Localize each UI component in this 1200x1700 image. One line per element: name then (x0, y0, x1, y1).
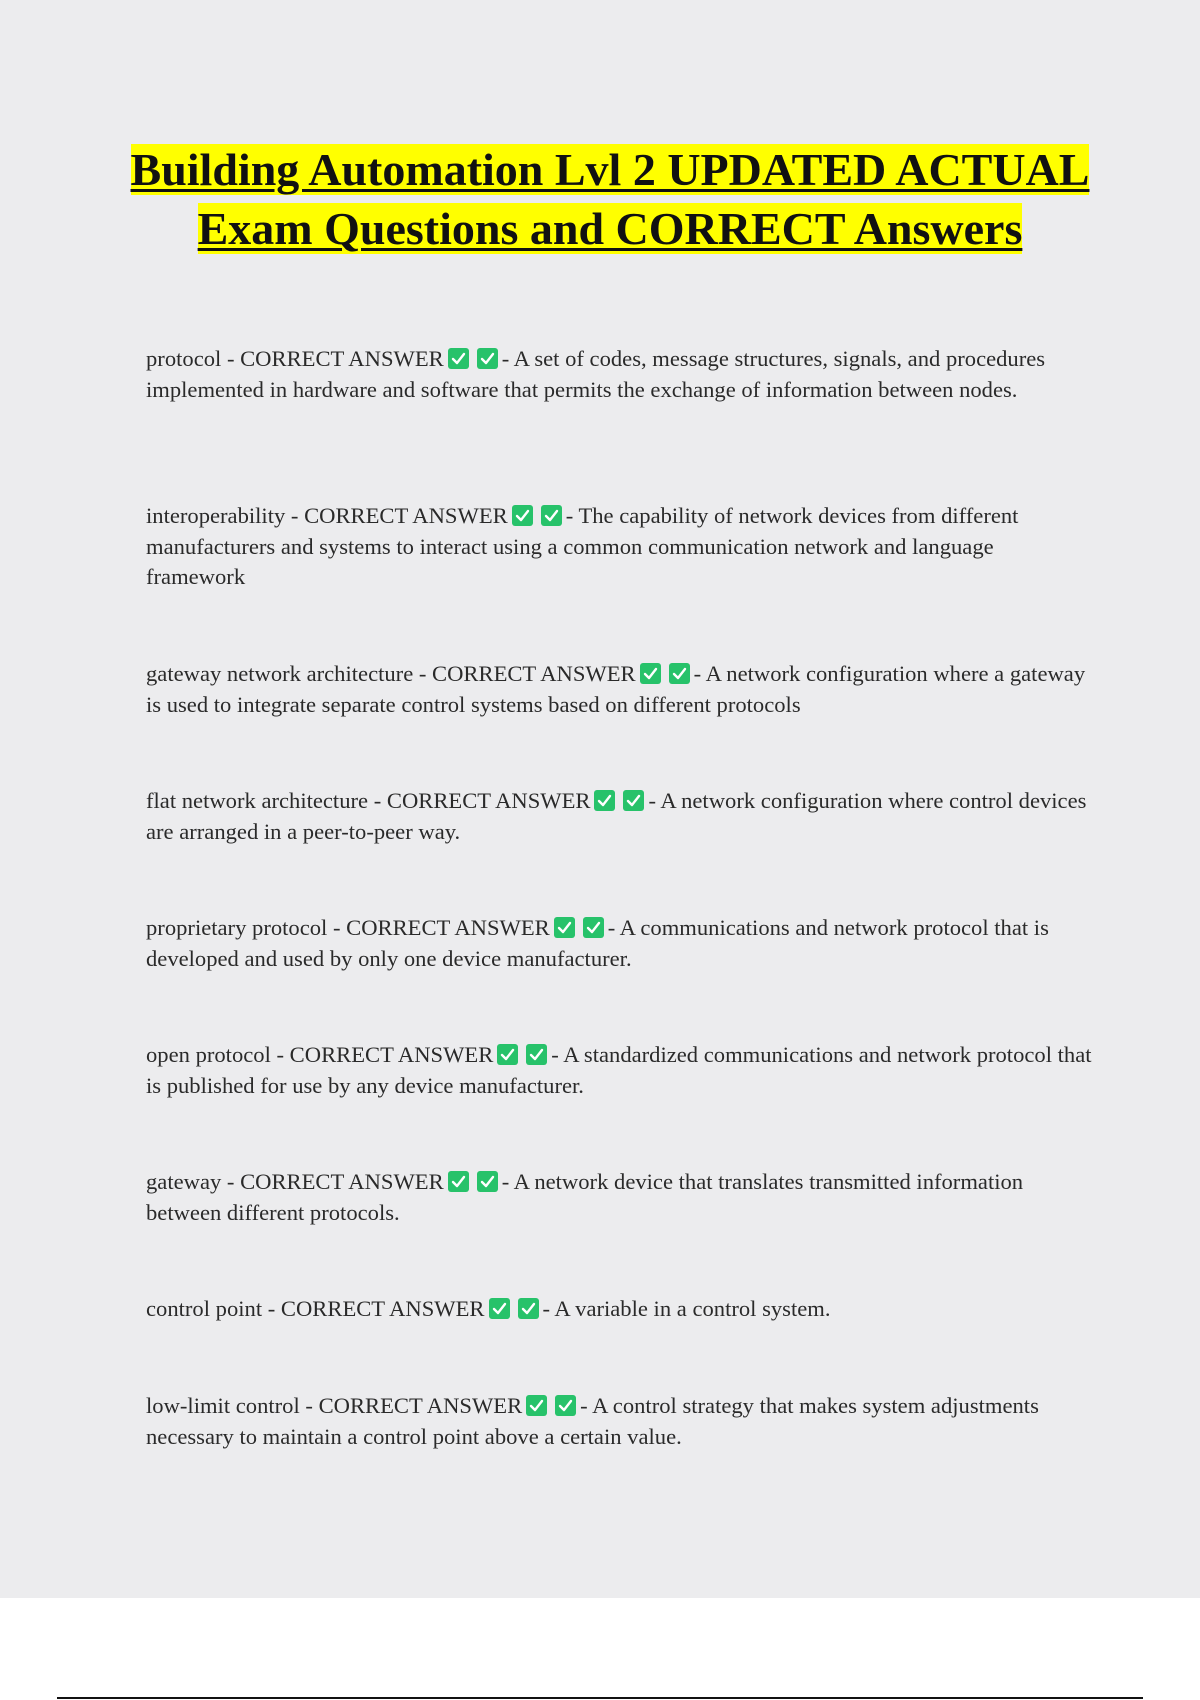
qa-entry (146, 1040, 1096, 1101)
entry-term: open protocol - CORRECT ANSWER (146, 1042, 494, 1067)
qa-entry (146, 1391, 1096, 1452)
checkbox-checked-icon (554, 917, 575, 938)
checkbox-checked-icon (512, 505, 533, 526)
entry-definition: - A communications and network protocol that is developed and used by only one device manufacturer. (146, 915, 1049, 971)
entry-term: low-limit control - CORRECT ANSWER (146, 1393, 523, 1418)
checkbox-checked-icon (623, 790, 644, 811)
document-title: Building Automation Lvl 2 UPDATED ACTUAL Exam Questions and CORRECT Answers (130, 144, 1090, 254)
checkbox-checked-icon (669, 663, 690, 684)
entry-term: proprietary protocol - CORRECT ANSWER (146, 915, 550, 940)
checkbox-checked-icon (477, 348, 498, 369)
qa-entry (146, 913, 1096, 974)
entry-definition: - A standardized communications and network protocol that is published for use by any device manufacturer. (146, 1042, 1092, 1098)
qa-entry (146, 659, 1096, 720)
qa-entry (146, 1294, 1096, 1325)
entry-definition: - A network configuration where control devices are arranged in a peer-to-peer way. (146, 788, 1087, 844)
entry-term: gateway network architecture - CORRECT ANSWER (146, 661, 636, 686)
entry-definition: - A control strategy that makes system adjustments necessary to maintain a control point above a certain value. (146, 1393, 1039, 1449)
checkbox-checked-icon (640, 663, 661, 684)
checkbox-checked-icon (448, 1171, 469, 1192)
checkbox-checked-icon (555, 1395, 576, 1416)
qa-entry (146, 344, 1096, 405)
title-block (120, 140, 1100, 258)
checkbox-checked-icon (518, 1298, 539, 1319)
checkbox-checked-icon (526, 1044, 547, 1065)
qa-entry (146, 501, 1096, 593)
checkbox-checked-icon (583, 917, 604, 938)
entry-definition: - A network configuration where a gateway is used to integrate separate control systems based on different protocols (146, 661, 1086, 717)
entry-term: gateway - CORRECT ANSWER (146, 1169, 444, 1194)
entry-term: interoperability - CORRECT ANSWER (146, 503, 508, 528)
checkbox-checked-icon (526, 1395, 547, 1416)
checkbox-checked-icon (497, 1044, 518, 1065)
checkbox-checked-icon (541, 505, 562, 526)
qa-entry (146, 786, 1096, 847)
checkbox-checked-icon (477, 1171, 498, 1192)
entry-term: protocol - CORRECT ANSWER (146, 346, 444, 371)
entry-definition: - The capability of network devices from different manufacturers and systems to interact using a common communication network and language framework (146, 503, 1019, 589)
qa-entry (146, 1167, 1096, 1228)
entry-term: control point - CORRECT ANSWER (146, 1296, 485, 1321)
entry-definition: - A set of codes, message structures, signals, and procedures implemented in hardware and software that permits the exchange of information between nodes. (146, 346, 1046, 402)
checkbox-checked-icon (489, 1298, 510, 1319)
entry-term: flat network architecture - CORRECT ANSWER (146, 788, 591, 813)
entry-definition: - A variable in a control system. (542, 1296, 831, 1321)
checkbox-checked-icon (594, 790, 615, 811)
footer-divider (57, 1697, 1143, 1699)
checkbox-checked-icon (448, 348, 469, 369)
entry-definition: - A network device that translates transmitted information between different protocols. (146, 1169, 1024, 1225)
